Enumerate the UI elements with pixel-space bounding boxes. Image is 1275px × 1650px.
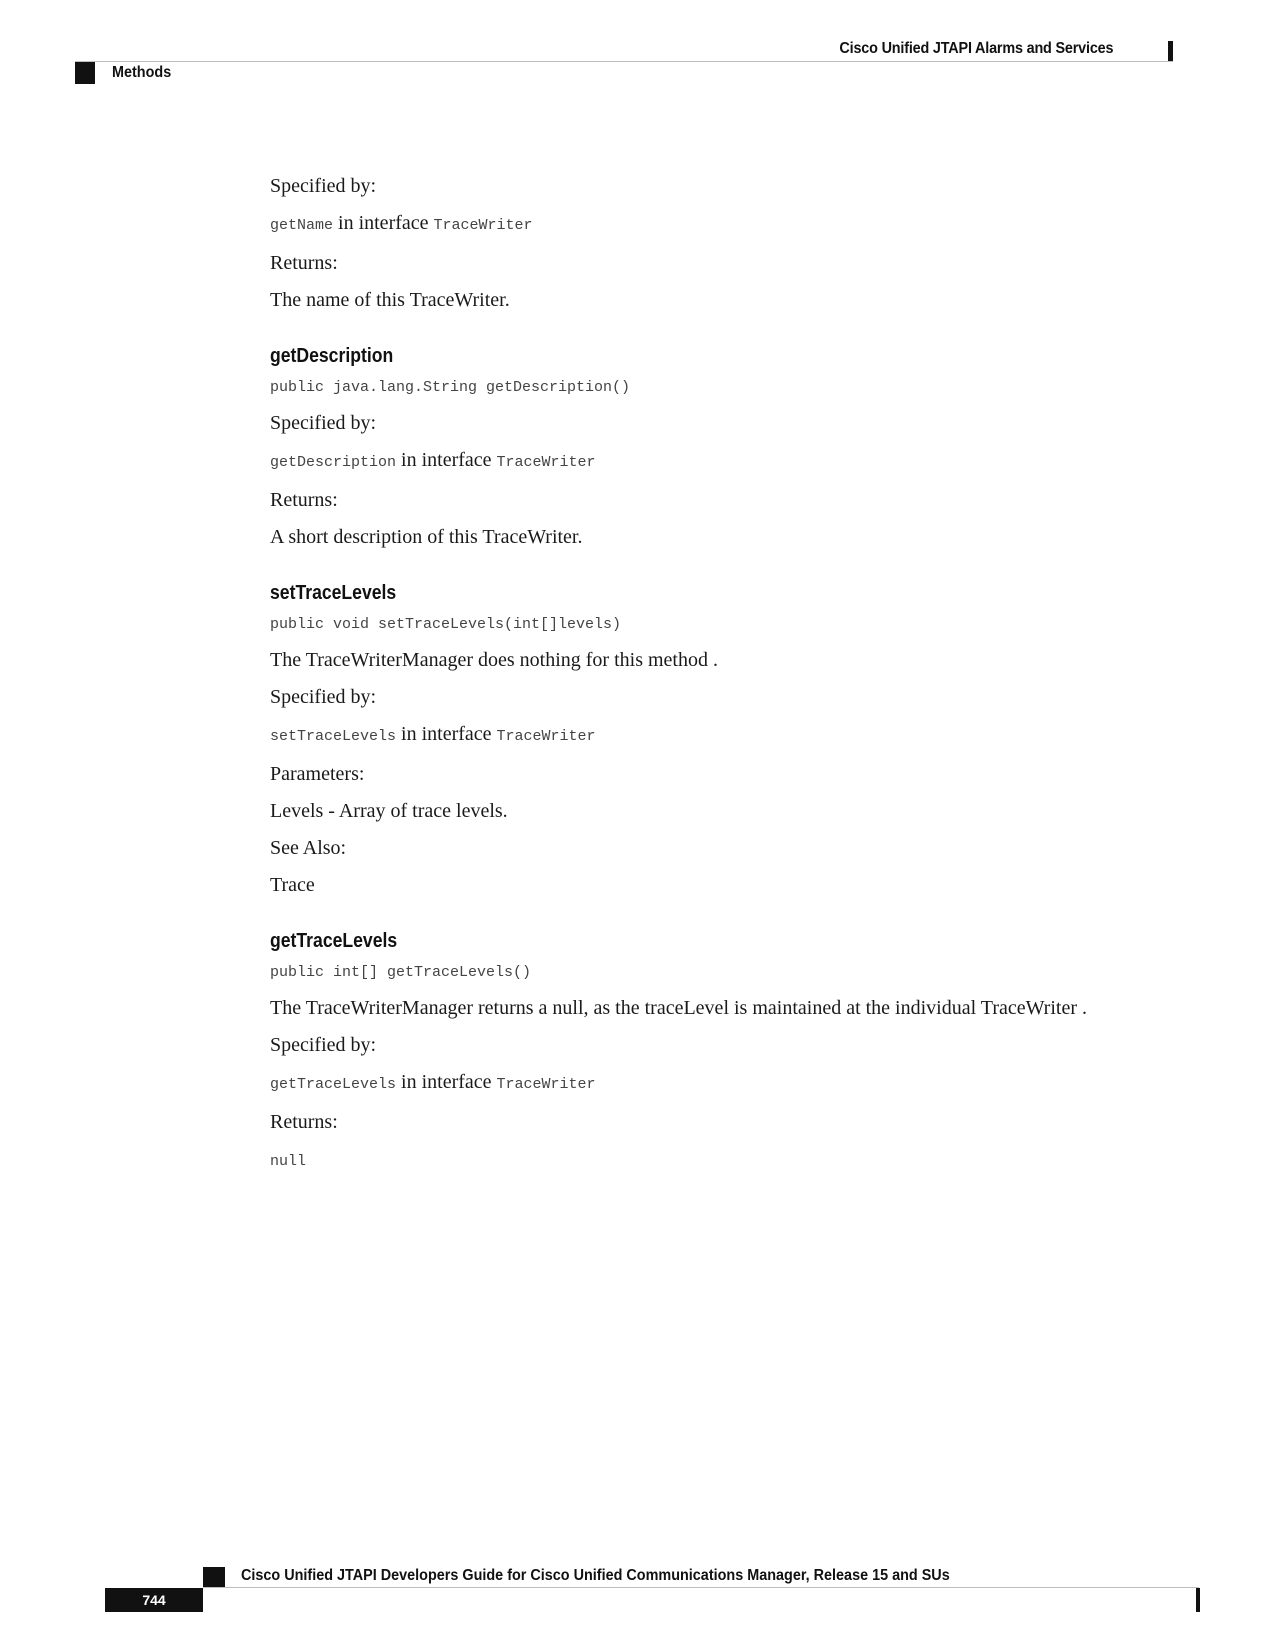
section-marker-block <box>75 62 95 84</box>
parameters-label: Parameters: <box>270 763 365 785</box>
in-interface-text: in interface <box>401 1071 492 1093</box>
method-heading-gettracelevels: getTraceLevels <box>270 930 398 952</box>
specified-by-label: Specified by: <box>270 686 377 708</box>
spec-method: getTraceLevels <box>270 1076 397 1093</box>
intro-specified-by-label: Specified by: <box>270 175 377 197</box>
specified-by-label: Specified by: <box>270 1034 377 1056</box>
returns-text: A short description of this TraceWriter. <box>270 526 583 548</box>
returns-code: null <box>270 1153 307 1170</box>
method-heading-getdescription: getDescription <box>270 345 394 367</box>
intro-spec-interface: TraceWriter <box>433 217 533 234</box>
footer-marker-block <box>203 1567 225 1587</box>
header-bar-mark <box>1168 41 1173 61</box>
page-number: 744 <box>105 1588 203 1612</box>
footer-rule <box>203 1587 1199 1588</box>
intro-returns-text: The name of this TraceWriter. <box>270 289 510 311</box>
page-content <box>270 173 1150 1186</box>
in-interface-text: in interface <box>401 449 492 471</box>
returns-label: Returns: <box>270 1111 338 1133</box>
intro-in-interface: in interface <box>338 212 429 234</box>
method-signature: public int[] getTraceLevels() <box>270 964 532 981</box>
spec-interface: TraceWriter <box>496 728 596 745</box>
specified-by-line <box>270 1069 1150 1098</box>
spec-interface: TraceWriter <box>496 1076 596 1093</box>
returns-label: Returns: <box>270 489 338 511</box>
header-rule <box>75 61 1173 62</box>
running-header-title: Cisco Unified JTAPI Alarms and Services <box>839 40 1113 57</box>
intro-spec-method: getName <box>270 217 334 234</box>
method-description: The TraceWriterManager does nothing for this method . <box>270 649 718 671</box>
specified-by-line <box>270 447 1150 476</box>
footer-bar-mark <box>1196 1588 1200 1612</box>
intro-returns-label: Returns: <box>270 252 338 274</box>
method-signature: public java.lang.String getDescription() <box>270 379 631 396</box>
specified-by-label: Specified by: <box>270 412 377 434</box>
spec-method: setTraceLevels <box>270 728 397 745</box>
method-heading-settracelevels: setTraceLevels <box>270 582 397 604</box>
method-description: The TraceWriterManager returns a null, as the traceLevel is maintained at the individual TraceWriter . <box>270 997 1087 1019</box>
method-signature: public void setTraceLevels(int[]levels) <box>270 616 622 633</box>
see-also-label: See Also: <box>270 837 347 859</box>
section-label: Methods <box>112 64 172 81</box>
footer-title: Cisco Unified JTAPI Developers Guide for Cisco Unified Communications Manager, Release 15 and SUs <box>241 1567 950 1584</box>
spec-interface: TraceWriter <box>496 454 596 471</box>
intro-specified-by-line <box>270 210 1150 239</box>
parameters-text: Levels - Array of trace levels. <box>270 800 508 822</box>
in-interface-text: in interface <box>401 723 492 745</box>
returns-line <box>270 1146 1150 1175</box>
spec-method: getDescription <box>270 454 397 471</box>
see-also-text: Trace <box>270 874 315 896</box>
specified-by-line <box>270 721 1150 750</box>
